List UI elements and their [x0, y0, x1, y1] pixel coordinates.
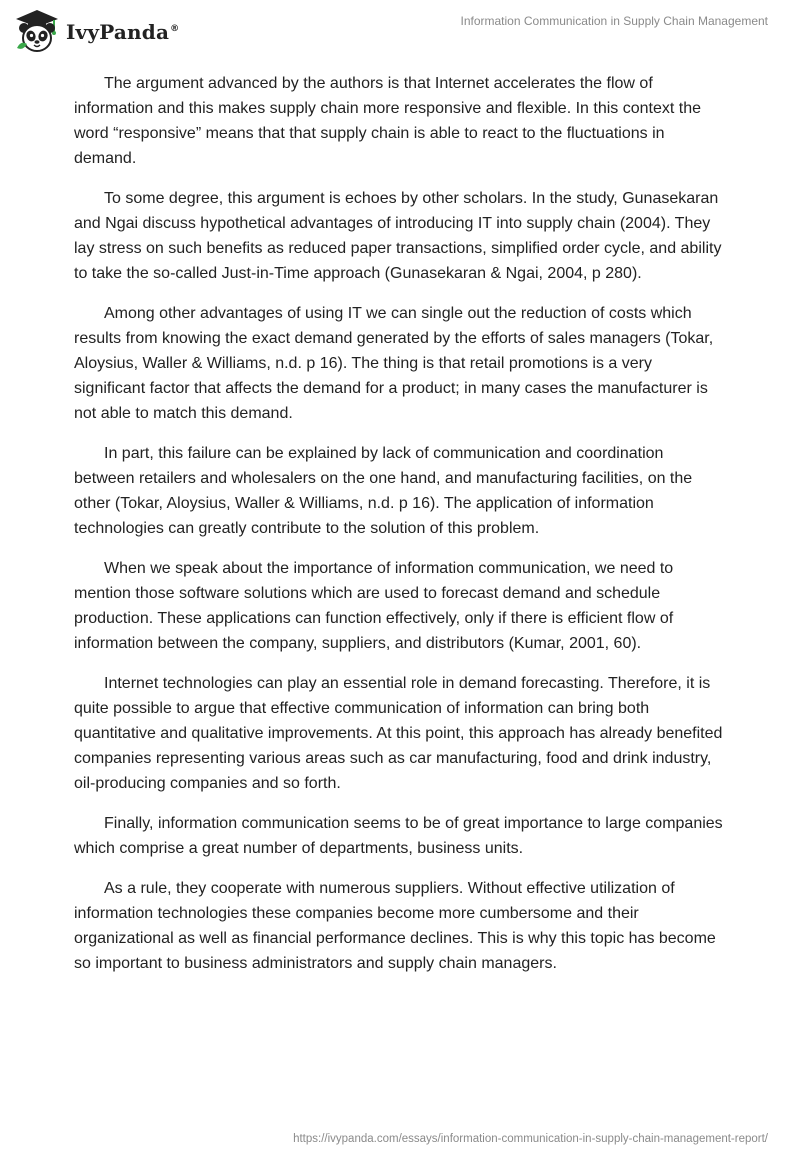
- paragraph: Among other advantages of using IT we can single out the reduction of costs which results from knowing the exact demand generated by the efforts of sales managers (Tokar, Aloysius, Waller & Williams, n.d. p 16). The thing is that retail promotions is a very significant factor that affects the demand for a product; in many cases the manufacturer is not able to match this demand.: [74, 305, 714, 422]
- paragraph: When we speak about the importance of information communication, we need to mention those software solutions which are used to forecast demand and schedule production. These applications can function effectively, only if there is efficient flow of information between the company, suppliers, and distributors (Kumar, 2001, 60).: [74, 560, 674, 652]
- essay-body: [74, 71, 726, 991]
- brand-name: IvyPanda®: [66, 20, 180, 44]
- paragraph: Finally, information communication seems to be of great importance to large companies which comprise a great number of departments, business units.: [74, 815, 723, 857]
- paragraph: To some degree, this argument is echoes by other scholars. In the study, Gunasekaran and Ngai discuss hypothetical advantages of introducing IT into supply chain (2004). They lay stress on such benefits as reduced paper transactions, simplified order cycle, and ability to take the so-called Just-in-Time approach (Gunasekaran & Ngai, 2004, p 280).: [74, 190, 722, 282]
- document-title: Information Communication in Supply Chain Management: [460, 14, 768, 28]
- paragraph: As a rule, they cooperate with numerous suppliers. Without effective utilization of information technologies these companies become more cumbersome and their organizational as well as financial performance declines. This is why this topic has become so important to business administrators and supply chain managers.: [74, 880, 716, 972]
- ivypanda-logo[interactable]: [14, 8, 179, 54]
- source-url[interactable]: https://ivypanda.com/essays/information-communication-in-supply-chain-management-report/: [293, 1133, 768, 1145]
- registered-mark: ®: [170, 24, 180, 35]
- paragraph: Internet technologies can play an essential role in demand forecasting. Therefore, it is quite possible to argue that effective communication of information can bring both quantitative and qualitative improvements. At this point, this approach has already benefited companies representing various areas such as car manufacturing, food and drink industry, oil-producing companies and so forth.: [74, 675, 723, 792]
- paragraph: In part, this failure can be explained by lack of communication and coordination between retailers and wholesalers on the one hand, and manufacturing facilities, on the other (Tokar, Aloysius, Waller & Williams, n.d. p 16). The application of information technologies can greatly contribute to the solution of this problem.: [74, 445, 693, 537]
- panda-graduate-logo-icon: [14, 8, 60, 54]
- paragraph: The argument advanced by the authors is that Internet accelerates the flow of information and this makes supply chain more responsive and flexible. In this context the word “responsive” means that that supply chain is able to react to the fluctuations in demand.: [74, 75, 701, 167]
- page-header: [0, 0, 800, 60]
